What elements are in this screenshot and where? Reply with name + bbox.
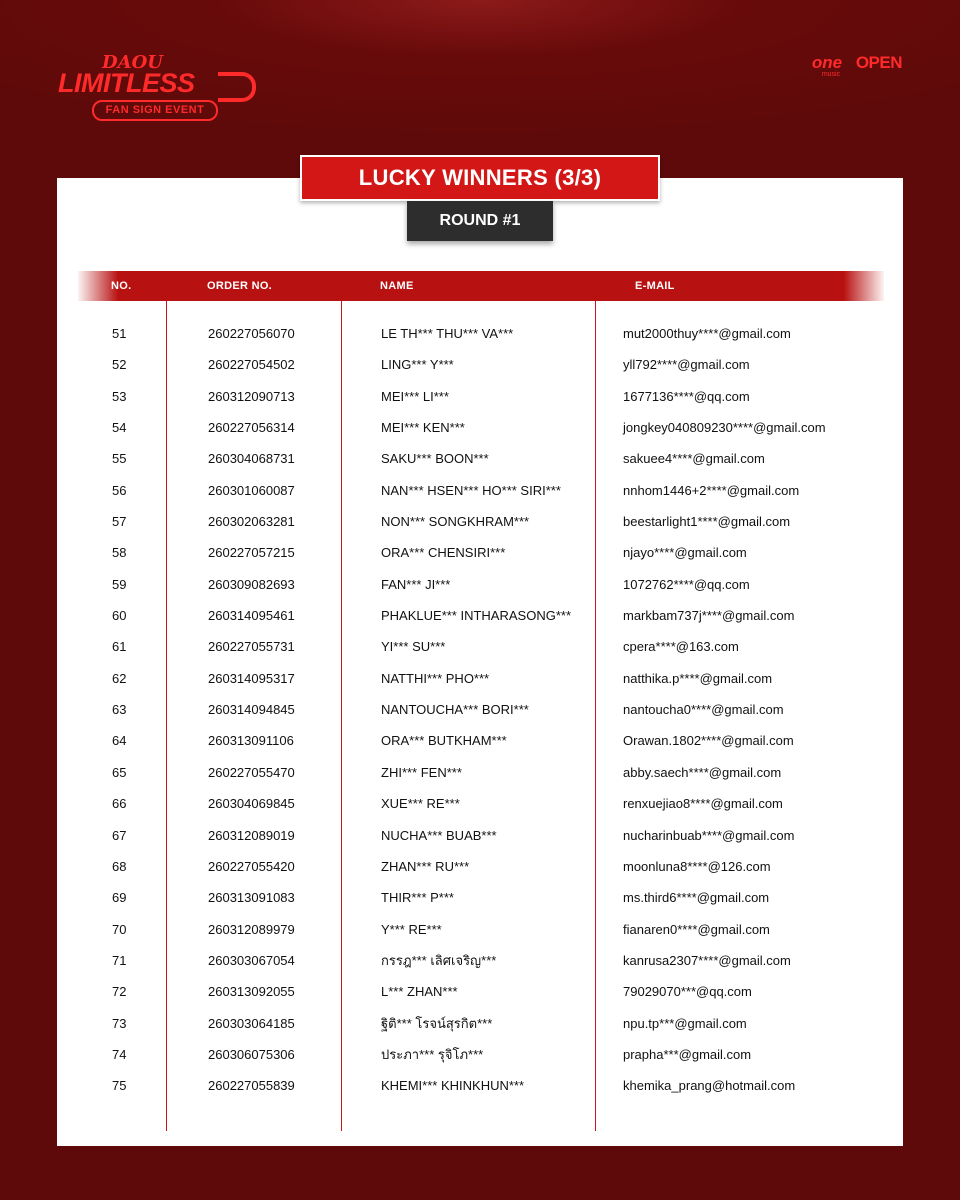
winner-name: KHEMI*** KHINKHUN*** [381,1078,525,1094]
row-number: 70 [112,921,127,937]
row-number: 63 [112,702,127,718]
table-row [0,882,960,913]
row-number: 52 [112,357,127,373]
winner-email: natthika.p****@gmail.com [623,670,773,686]
table-row [0,725,960,756]
row-number: 74 [112,1046,127,1062]
order-number: 260312090713 [208,388,295,404]
winner-email: jongkey040809230****@gmail.com [623,420,826,436]
row-number: 62 [112,670,127,686]
winner-name: XUE*** RE*** [381,796,460,812]
winner-email: cpera****@163.com [623,639,739,655]
column-header-name: NAME [380,280,414,292]
winners-table-body [0,318,960,1102]
sponsor-logos [812,54,902,82]
table-row [0,1039,960,1070]
winner-email: markbam737j****@gmail.com [623,608,795,624]
row-number: 64 [112,733,127,749]
winner-email: ms.third6****@gmail.com [623,890,770,906]
table-row [0,788,960,819]
winner-email: njayo****@gmail.com [623,545,747,561]
winner-email: prapha***@gmail.com [623,1046,752,1062]
order-number: 260309082693 [208,576,295,592]
table-row [0,757,960,788]
winner-email: npu.tp***@gmail.com [623,1015,747,1031]
winner-name: NUCHA*** BUAB*** [381,827,497,843]
order-number: 260313091106 [208,733,294,749]
winner-name: NANTOUCHA*** BORI*** [381,702,529,718]
order-number: 260227056070 [208,326,295,341]
winner-email: renxuejiao8****@gmail.com [623,796,783,812]
row-number: 56 [112,482,127,498]
winner-name: NON*** SONGKHRAM*** [381,514,530,530]
row-number: 60 [112,608,127,624]
one-music-logo-sub: music [821,71,841,78]
table-row [0,443,960,474]
winner-email: fianaren0****@gmail.com [623,921,770,937]
order-number: 260306075306 [208,1046,295,1062]
row-number: 67 [112,827,127,843]
order-number: 260313091083 [208,890,295,906]
open-logo: OPEN [855,53,902,72]
order-number: 260301060087 [208,482,295,498]
winner-email: nnhom1446+2****@gmail.com [623,482,800,498]
row-number: 54 [112,420,127,436]
winner-name: ORA*** BUTKHAM*** [381,733,507,749]
column-header-no: NO. [111,280,132,292]
table-row [0,475,960,506]
table-row [0,914,960,945]
order-number: 260227054502 [208,357,295,373]
logo-title: LIMITLESS [58,68,195,98]
order-number: 260227055731 [208,639,295,655]
table-row [0,820,960,851]
column-header-order: ORDER NO. [207,280,273,292]
row-number: 71 [112,952,127,968]
row-number: 75 [112,1078,127,1094]
row-number: 68 [112,858,127,874]
table-row [0,631,960,662]
winner-name: PHAKLUE*** INTHARASONG*** [381,608,571,624]
winner-name: MEI*** KEN*** [381,420,465,436]
row-number: 73 [112,1015,127,1031]
table-row [0,537,960,568]
table-row [0,1008,960,1039]
order-number: 260314095317 [208,670,295,686]
winner-email: Orawan.1802****@gmail.com [623,733,794,749]
row-number: 58 [112,545,127,561]
column-header-email: E-MAIL [635,280,675,292]
row-number: 69 [112,890,127,906]
order-number: 260227055420 [208,858,295,874]
winner-name: ZHAN*** RU*** [381,858,470,874]
order-number: 260303067054 [208,952,295,968]
winner-name: LING*** Y*** [381,357,454,373]
order-number: 260302063281 [208,514,295,530]
row-number: 57 [112,514,127,530]
winner-email: nantoucha0****@gmail.com [623,702,784,718]
winner-name: NAN*** HSEN*** HO*** SIRI*** [381,482,561,498]
row-number: 66 [112,796,127,812]
order-number: 260313092055 [208,984,295,1000]
order-number: 260227055470 [208,764,295,780]
row-number: 59 [112,576,127,592]
event-logo [58,52,258,122]
order-number: 260312089979 [208,921,295,937]
order-number: 260314095461 [208,608,295,624]
logo-artist-name: DAOU [102,52,163,73]
table-row [0,506,960,537]
winner-name: L*** ZHAN*** [381,984,458,1000]
row-number: 53 [112,388,127,404]
table-row [0,663,960,694]
winner-name: LE TH*** THU*** VA*** [381,326,514,341]
table-row [0,851,960,882]
table-row [0,381,960,412]
order-number: 260312089019 [208,827,295,843]
table-row [0,976,960,1007]
winner-email: sakuee4****@gmail.com [623,451,765,467]
winner-email: mut2000thuy****@gmail.com [623,326,791,341]
order-number: 260304068731 [208,451,295,467]
order-number: 260227057215 [208,545,295,561]
row-number: 61 [112,639,127,655]
table-row [0,412,960,443]
winner-email: 1677136****@qq.com [623,388,750,404]
one-music-logo-text: one [811,53,843,72]
winner-email: moonluna8****@126.com [623,858,771,874]
table-row [0,318,960,349]
winner-name: THIR*** P*** [381,890,454,906]
winner-name: กรรฎ*** เลิศเจริญ*** [381,952,497,968]
row-number: 65 [112,764,127,780]
winner-name: Y*** RE*** [381,921,442,937]
logo-badge: FAN SIGN EVENT [92,100,218,121]
order-number: 260227055839 [208,1078,295,1094]
winner-email: 79029070***@qq.com [623,984,752,1000]
logo-swoosh [218,72,256,102]
winner-name: ประภา*** รุจิโภ*** [381,1046,484,1062]
winner-name: MEI*** LI*** [381,388,449,404]
winner-email: 1072762****@qq.com [623,576,750,592]
table-row [0,945,960,976]
row-number: 51 [112,326,127,341]
row-number: 55 [112,451,127,467]
winner-name: SAKU*** BOON*** [381,451,489,467]
round-badge: ROUND #1 [407,201,553,241]
winner-name: NATTHI*** PHO*** [381,670,490,686]
one-music-logo [812,54,848,82]
winner-email: nucharinbuab****@gmail.com [623,827,795,843]
winner-email: khemika_prang@hotmail.com [623,1078,796,1094]
page-title: LUCKY WINNERS (3/3) [300,155,660,201]
winner-email: kanrusa2307****@gmail.com [623,952,791,968]
winner-name: YI*** SU*** [381,639,446,655]
table-row [0,694,960,725]
table-row [0,569,960,600]
winner-email: beestarlight1****@gmail.com [623,514,791,530]
table-row [0,1070,960,1101]
winner-name: FAN*** JI*** [381,576,451,592]
table-row [0,600,960,631]
table-header [78,271,884,301]
winner-name: ORA*** CHENSIRI*** [381,545,506,561]
order-number: 260227056314 [208,420,295,436]
order-number: 260303064185 [208,1015,295,1031]
winner-name: ZHI*** FEN*** [381,764,462,780]
row-number: 72 [112,984,127,1000]
order-number: 260304069845 [208,796,295,812]
winner-email: abby.saech****@gmail.com [623,764,782,780]
table-row [0,349,960,380]
order-number: 260314094845 [208,702,295,718]
winner-name: ฐิติ*** โรจน์สุรกิต*** [381,1015,493,1031]
winner-email: yll792****@gmail.com [623,357,750,373]
